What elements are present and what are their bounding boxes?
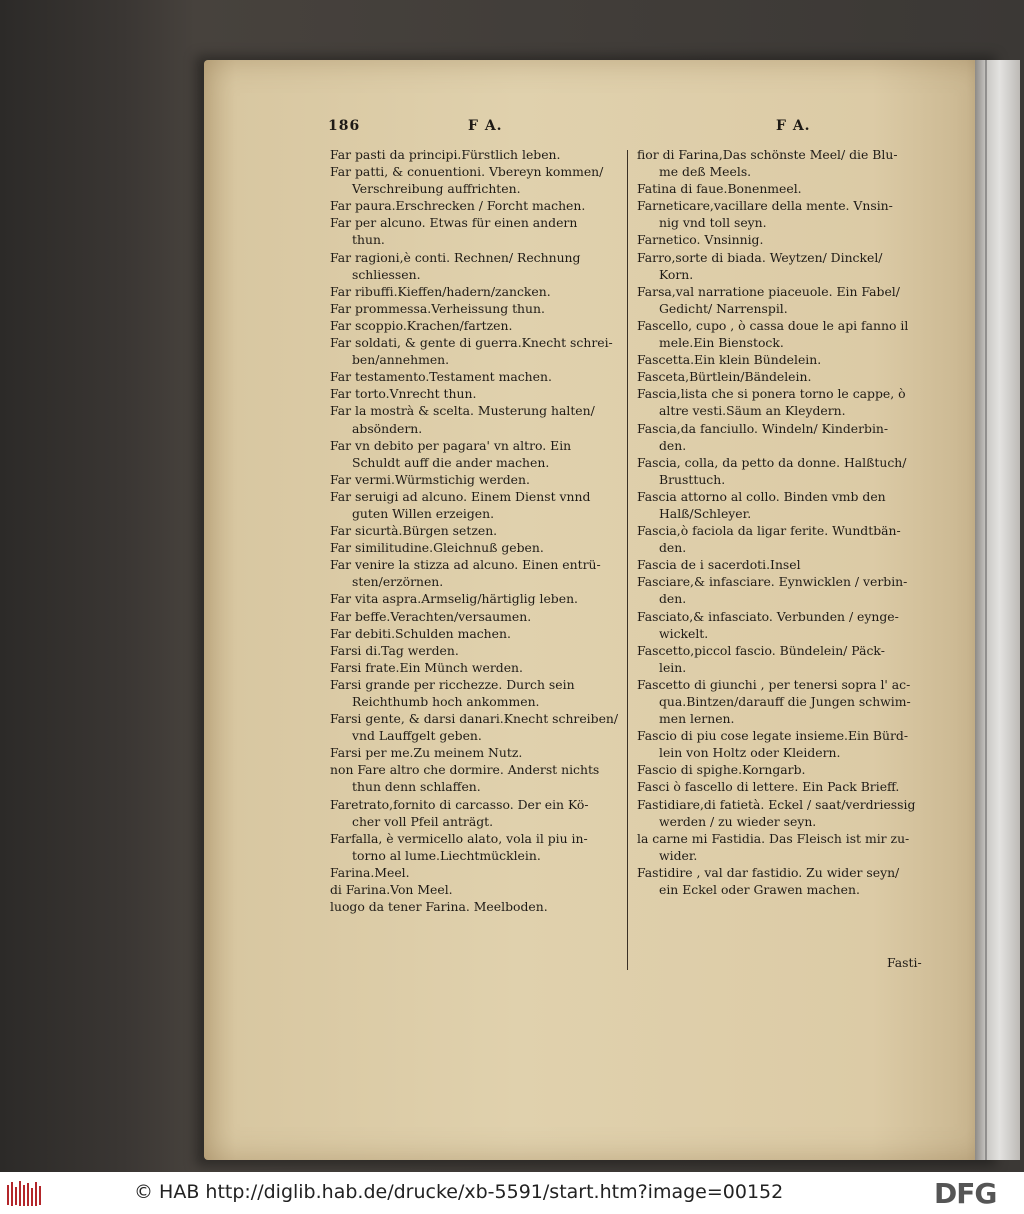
dictionary-entry: Far scoppio.Krachen/fartzen.	[330, 317, 513, 333]
column-rule	[627, 150, 628, 970]
entry-continuation: vnd Lauffgelt geben.	[352, 728, 482, 744]
dictionary-entry: Far la mostrà & scelta. Musterung halten/	[330, 403, 595, 419]
entry-continuation: lein.	[659, 659, 687, 675]
dictionary-entry: Fatina di faue.Bonenmeel.	[637, 181, 802, 197]
dictionary-entry: luogo da tener Farina. Meelboden.	[330, 899, 548, 915]
dictionary-entry: Fastidire , val dar fastidio. Zu wider seyn/	[637, 864, 900, 880]
entry-continuation: nig vnd toll seyn.	[659, 215, 767, 231]
dictionary-entry: Fascio di spighe.Korngarb.	[637, 762, 806, 778]
dictionary-entry: Far debiti.Schulden machen.	[330, 625, 511, 641]
dictionary-entry: Far ribuffi.Kieffen/hadern/zancken.	[330, 283, 551, 299]
entry-continuation: torno al lume.Liechtmücklein.	[352, 847, 541, 863]
entry-continuation: lein von Holtz oder Kleidern.	[659, 745, 841, 761]
entry-continuation: thun denn schlaffen.	[352, 779, 481, 795]
dictionary-entry: Fascia attorno al collo. Binden vmb den	[637, 488, 886, 504]
entry-continuation: werden / zu wieder seyn.	[659, 813, 817, 829]
dictionary-entry: Far torto.Vnrecht thun.	[330, 386, 477, 402]
entry-continuation: ein Eckel oder Grawen machen.	[659, 882, 860, 898]
dictionary-entry: Far vermi.Würmstichig werden.	[330, 471, 530, 487]
entry-continuation: qua.Bintzen/darauff die Jungen schwim-	[659, 694, 911, 709]
dictionary-entry: Farneticare,vacillare della mente. Vnsin-	[637, 198, 893, 214]
running-head-left: F A.	[468, 118, 503, 134]
dictionary-entry: Fastidiare,di fatietà. Eckel / saat/verdriessig	[637, 796, 916, 812]
dictionary-entry: Farsi gente, & darsi danari.Knecht schreiben/	[330, 711, 619, 727]
dictionary-entry: Far seruigi ad alcuno. Einem Dienst vnnd	[330, 488, 591, 504]
entry-continuation: wickelt.	[659, 625, 709, 641]
dictionary-entry: Far testamento.Testament machen.	[330, 369, 552, 385]
dictionary-entry: la carne mi Fastidia. Das Fleisch ist mir zu-	[637, 830, 910, 846]
dictionary-entry: Far soldati, & gente di guerra.Knecht schrei-	[330, 335, 613, 351]
page-edge	[975, 60, 1020, 1160]
entry-continuation: sten/erzörnen.	[352, 574, 444, 590]
entry-continuation: thun.	[352, 232, 385, 248]
entry-continuation: guten Willen erzeigen.	[352, 505, 495, 521]
footer-bar	[0, 1172, 1024, 1214]
entry-continuation: Korn.	[659, 266, 694, 282]
running-head-right: F A.	[776, 118, 811, 134]
dictionary-entry: Far similitudine.Gleichnuß geben.	[330, 540, 544, 556]
dictionary-entry: Far ragioni,è conti. Rechnen/ Rechnung	[330, 249, 581, 265]
dictionary-entry: Farina.Meel.	[330, 864, 410, 880]
dictionary-entry: Far prommessa.Verheissung thun.	[330, 300, 545, 316]
entry-continuation: schliessen.	[352, 266, 421, 282]
entry-continuation: den.	[659, 540, 687, 556]
dictionary-entry: non Fare altro che dormire. Anderst nichts	[330, 762, 600, 778]
dictionary-entry: Fasceta,Bürtlein/Bändelein.	[637, 369, 812, 385]
dictionary-entry: Fasci ò fascello di lettere. Ein Pack Brieff.	[637, 779, 900, 795]
dictionary-entry: Far sicurtà.Bürgen setzen.	[330, 523, 498, 539]
entry-continuation: me deß Meels.	[659, 164, 752, 180]
dictionary-entry: Far pasti da principi.Fürstlich leben.	[330, 147, 561, 162]
entry-continuation: cher voll Pfeil anträgt.	[352, 813, 494, 829]
entry-continuation: Brusttuch.	[659, 471, 726, 487]
page-number: 186	[328, 118, 361, 134]
entry-continuation: ben/annehmen.	[352, 352, 450, 368]
dictionary-entry: Farro,sorte di biada. Weytzen/ Dinckel/	[637, 249, 883, 265]
entry-continuation: Gedicht/ Narrenspil.	[659, 300, 788, 316]
entry-continuation: men lernen.	[659, 711, 735, 727]
entry-continuation: den.	[659, 591, 687, 607]
dictionary-entry: Farsa,val narratione piaceuole. Ein Fabel/	[637, 283, 900, 299]
catchword: Fasti-	[887, 955, 922, 970]
dictionary-entry: Far vita aspra.Armselig/härtiglig leben.	[330, 591, 578, 607]
dictionary-entry: Far paura.Erschrecken / Forcht machen.	[330, 198, 586, 214]
dictionary-entry: Farsi grande per ricchezze. Durch sein	[330, 676, 575, 692]
dictionary-entry: Far venire la stizza ad alcuno. Einen entrü-	[330, 557, 601, 573]
hab-logo-icon	[6, 1179, 42, 1209]
dictionary-entry: Fasciare,& infasciare. Eynwicklen / verbin-	[637, 574, 908, 590]
dictionary-entry: Fascia,ò faciola da ligar ferite. Wundtbän-	[637, 523, 901, 539]
dictionary-entry: Farsi frate.Ein Münch werden.	[330, 659, 523, 675]
entry-continuation: Verschreibung auffrichten.	[352, 181, 521, 197]
dictionary-entry: Fascello, cupo , ò cassa doue le api fanno il	[637, 317, 909, 333]
dictionary-entry: Farnetico. Vnsinnig.	[637, 232, 764, 248]
dictionary-entry: Fascio di piu cose legate insieme.Ein Bürd-	[637, 728, 909, 744]
dictionary-entry: Fascia de i sacerdoti.Insel	[637, 557, 801, 573]
dictionary-entry: Fascia,lista che si ponera torno le cappe, ò	[637, 386, 906, 402]
dictionary-entry: Fasciato,& infasciato. Verbunden / eynge-	[637, 608, 899, 624]
dictionary-entry: Faretrato,fornito di carcasso. Der ein Kö-	[330, 796, 589, 812]
dictionary-entry: Fascia,da fanciullo. Windeln/ Kinderbin-	[637, 420, 889, 436]
dictionary-entry: di Farina.Von Meel.	[330, 882, 453, 898]
right-column	[637, 146, 937, 898]
entry-continuation: den.	[659, 437, 687, 453]
dictionary-entry: Fascetto,piccol fascio. Bündelein/ Päck-	[637, 642, 885, 658]
entry-continuation: wider.	[659, 847, 698, 863]
entry-continuation: Schuldt auff die ander machen.	[352, 454, 550, 470]
dictionary-entry: fior di Farina,Das schönste Meel/ die Blu-	[637, 147, 898, 162]
entry-continuation: absöndern.	[352, 420, 423, 436]
dictionary-entry: Far beffe.Verachten/versaumen.	[330, 608, 532, 624]
footer-credit: © HAB http://diglib.hab.de/drucke/xb-5591/start.htm?image=00152	[134, 1181, 784, 1203]
dictionary-entry: Fascetta.Ein klein Bündelein.	[637, 352, 822, 368]
left-column	[330, 146, 626, 915]
dictionary-entry: Far per alcuno. Etwas für einen andern	[330, 215, 578, 231]
dictionary-entry: Far patti, & conuentioni. Vbereyn kommen/	[330, 164, 604, 180]
dictionary-entry: Far vn debito per pagara' vn altro. Ein	[330, 437, 572, 453]
entry-continuation: altre vesti.Säum an Kleydern.	[659, 403, 846, 419]
dictionary-entry: Farsi di.Tag werden.	[330, 642, 459, 658]
entry-continuation: mele.Ein Bienstock.	[659, 335, 784, 351]
dictionary-entry: Farsi per me.Zu meinem Nutz.	[330, 745, 523, 761]
entry-continuation: Halß/Schleyer.	[659, 505, 752, 521]
dictionary-entry: Farfalla, è vermicello alato, vola il piu in-	[330, 830, 588, 846]
dfg-logo: DFG	[934, 1177, 997, 1210]
dictionary-entry: Fascetto di giunchi , per tenersi sopra l' ac-	[637, 676, 911, 692]
dictionary-entry: Fascia, colla, da petto da donne. Halßtuch/	[637, 454, 907, 470]
entry-continuation: Reichthumb hoch ankommen.	[352, 694, 540, 709]
